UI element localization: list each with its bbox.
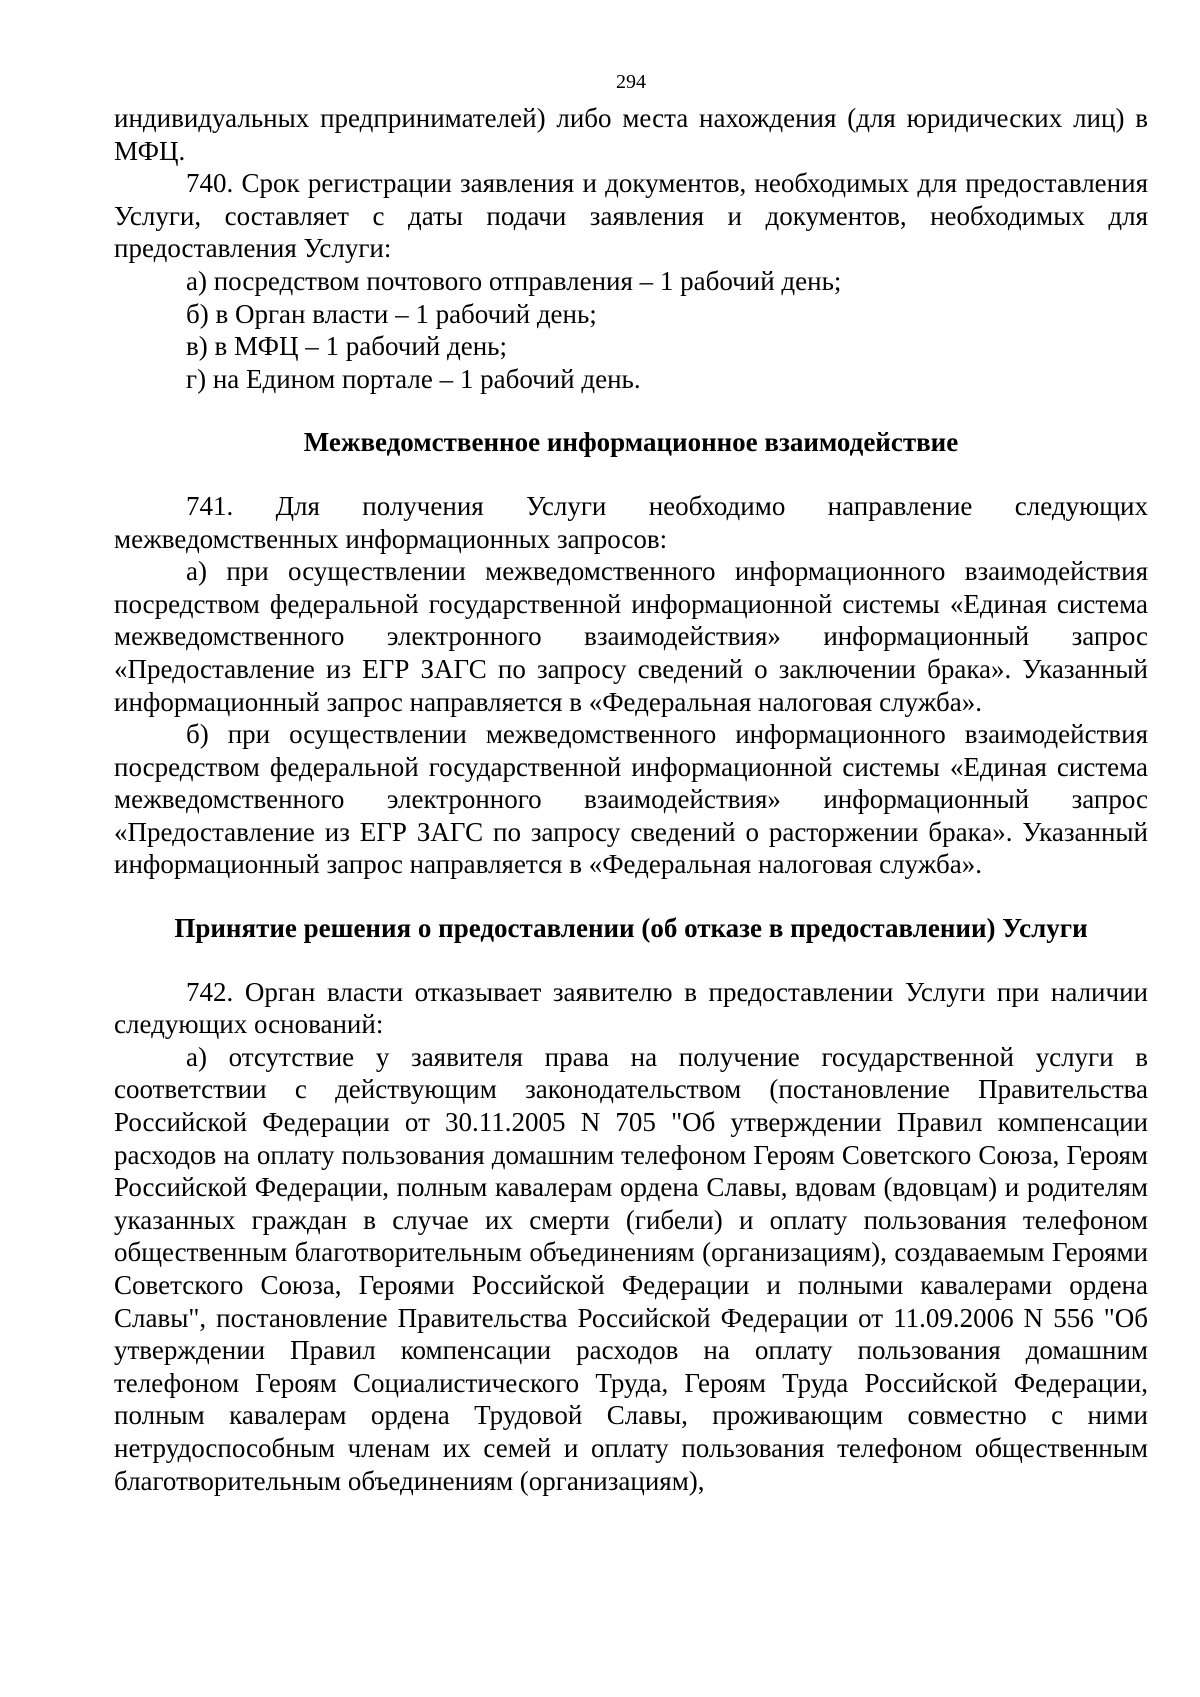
list-item-b: б) в Орган власти – 1 рабочий день; [186, 298, 597, 329]
paragraph-741-a: а) при осуществлении межведомственного информационного взаимодействия посредством федеральной государственной информационной системы «Единая система межведомственного электронного взаимодействия» информационный запрос «Предоставление из ЕГР ЗАГС по запросу сведений о заключении брака». Указанный информационный запрос направляется в «Федеральная налоговая служба». [114, 556, 1148, 717]
section-heading-decision: Принятие решения о предоставлении (об отказе в предоставлении) Услуги [174, 913, 1088, 944]
paragraph-741: 741. Для получения Услуги необходимо направление следующих межведомственных информационных запросов: [114, 490, 1148, 554]
paragraph-740: 740. Срок регистрации заявления и документов, необходимых для предоставления Услуги, составляет с даты подачи заявления и документов, необходимых для предоставления Услуги: [114, 168, 1148, 264]
document-body [114, 102, 1148, 1497]
list-item-g: г) на Едином портале – 1 рабочий день. [186, 363, 641, 394]
paragraph-742: 742. Орган власти отказывает заявителю в предоставлении Услуги при наличии следующих оснований: [114, 976, 1148, 1040]
paragraph-continuation: индивидуальных предпринимателей) либо места нахождения (для юридических лиц) в МФЦ. [114, 103, 1148, 166]
list-item-a: а) посредством почтового отправления – 1 рабочий день; [186, 265, 842, 296]
page-number: 294 [616, 71, 646, 93]
section-heading-interagency: Межведомственное информационное взаимодействие [303, 427, 959, 458]
paragraph-741-b: б) при осуществлении межведомственного информационного взаимодействия посредством федеральной государственной информационной системы «Единая система межведомственного электронного взаимодействия» информационный запрос «Предоставление из ЕГР ЗАГС по запросу сведений о расторжении брака». Указанный информационный запрос направляется в «Федеральная налоговая служба». [114, 719, 1148, 880]
paragraph-742-a: а) отсутствие у заявителя права на получение государственной услуги в соответствии с действующим законодательством (постановление Правительства Российской Федерации от 30.11.2005 N 705 "Об утверждении Правил компенсации расходов на оплату пользования домашним телефоном Героям Советского Союза, Героям Российской Федерации, полным кавалерам ордена Славы, вдовам (вдовцам) и родителям указанных граждан в случае их смерти (гибели) и оплату пользования телефоном общественным благотворительным объединениям (организациям), создаваемым Героями Советского Союза, Героями Российской Федерации и полными кавалерами ордена Славы", постановление Правительства Российской Федерации от 11.09.2006 N 556 "Об утверждении Правил компенсации расходов на оплату пользования домашним телефоном Героям Социалистического Труда, Героям Труда Российской Федерации, полным кавалерам ордена Трудовой Славы, проживающим совместно с ними нетрудоспособным членам их семей и оплату пользования телефоном общественным благотворительным объединениям (организациям), [114, 1041, 1148, 1496]
list-item-v: в) в МФЦ – 1 рабочий день; [186, 331, 507, 362]
